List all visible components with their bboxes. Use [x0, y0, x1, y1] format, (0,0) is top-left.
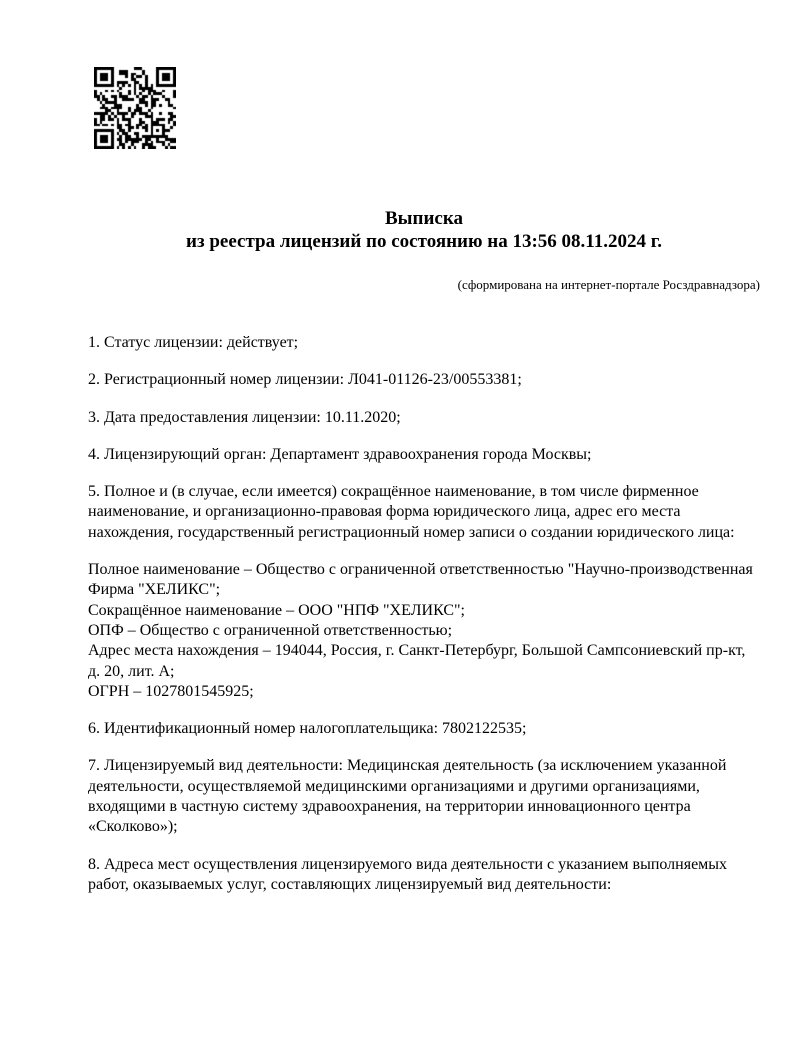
company-full-name: Полное наименование – Общество с ограниченной ответственностью "Научно-производственная Фирма "ХЕЛИКС"; [88, 561, 753, 599]
item-5-entity-details-heading: 5. Полное и (в случае, если имеется) сокращённое наименование, в том числе фирменное наименование, и организационно-правовая форма юридического лица, адрес его места нахождения, государственный регистрационный номер записи о создании юридического лица: [88, 483, 735, 541]
company-address: Адрес места нахождения – 194044, Россия, г. Санкт-Петербург, Большой Сампсониевский пр-кт, д. 20, лит. А; [88, 642, 746, 680]
item-1-license-status: 1. Статус лицензии: действует; [88, 334, 299, 351]
item-6-taxpayer-id: 6. Идентификационный номер налогоплательщика: 7802122535; [88, 720, 527, 738]
item-2-registration-number: 2. Регистрационный номер лицензии: Л041-01126-23/00553381; [88, 371, 522, 389]
qr-code [94, 67, 176, 149]
company-ogrn: ОГРН – 1027801545925; [88, 682, 254, 700]
item-8-activity-addresses-heading: 8. Адреса мест осуществления лицензируемого вида деятельности с указанием выполняемых работ, оказываемых услуг, составляющих лицензируемый вид деятельности: [88, 855, 728, 893]
item-7-licensed-activity: 7. Лицензируемый вид деятельности: Медицинская деятельность (за исключением указанной деятельности, осуществляемой медицинскими организациями и другими организациями, входящими в частную систему здравоохранения, на территории инновационного центра «Сколково»); [88, 757, 727, 836]
title-line-1: Выписка [385, 208, 463, 229]
document-content [88, 207, 760, 895]
item-4-licensing-authority: 4. Лицензирующий орган: Департамент здравоохранения города Москвы; [88, 445, 592, 463]
document-title [88, 207, 760, 253]
generation-note: (сформирована на интернет-портале Росздравнадзора) [457, 277, 760, 292]
company-legal-form: ОПФ – Общество с ограниченной ответственностью; [88, 621, 453, 639]
company-short-name: Сокращённое наименование – ООО "НПФ "ХЕЛИКС"; [88, 601, 465, 619]
title-line-2: из реестра лицензий по состоянию на 13:56 08.11.2024 г. [186, 231, 662, 252]
item-3-grant-date: 3. Дата предоставления лицензии: 10.11.2020; [88, 408, 401, 426]
company-details [88, 560, 760, 702]
